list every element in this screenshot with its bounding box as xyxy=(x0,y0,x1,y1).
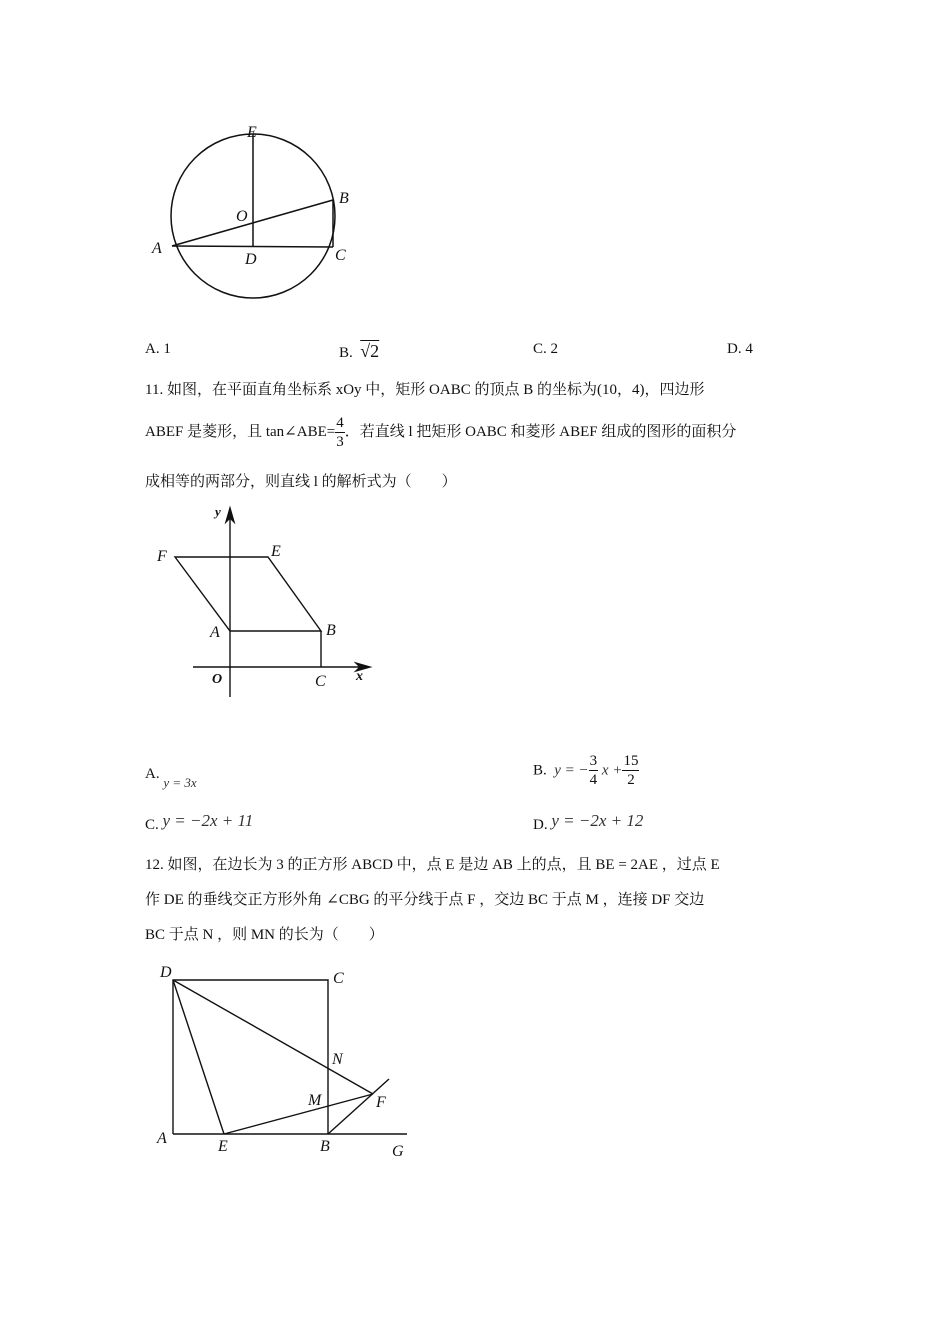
denominator: 3 xyxy=(336,434,344,450)
q12-line-2: 作 DE 的垂线交正方形外角 ∠CBG 的平分线于点 F ，交边 BC 于点 M ，连接 DF 交边 xyxy=(145,892,705,908)
fraction-15-2 xyxy=(622,752,639,789)
label-g: G xyxy=(392,1143,404,1160)
label-b: B xyxy=(326,622,336,639)
denominator: 2 xyxy=(627,772,635,788)
q11-line-2b: ．若直线 l 把矩形 OABC 和菱形 ABEF 组成的图形的面积分 xyxy=(344,423,737,440)
q12-line-1: 12. 如图，在边长为 3 的正方形 ABCD 中，点 E 是边 AB 上的点，且 BE = 2AE ，过点 E xyxy=(145,857,720,873)
q10-option-a[interactable] xyxy=(145,341,171,358)
option-prefix: y = − xyxy=(554,762,589,779)
square-abcd xyxy=(173,980,328,1134)
option-value: √2 xyxy=(360,341,380,361)
label-e: E xyxy=(218,1138,228,1155)
label-x: x xyxy=(356,669,363,684)
q11-line-3: 成相等的两部分，则直线 l 的解析式为（ ） xyxy=(145,474,457,490)
label-o: O xyxy=(236,208,248,225)
label-a: A xyxy=(152,240,162,257)
label-d: D xyxy=(245,251,257,268)
numerator: 15 xyxy=(623,753,639,769)
rhombus-abef xyxy=(175,557,321,631)
label-f: F xyxy=(157,548,167,565)
q11-line-2a: ABEF 是菱形，且 tan∠ABE= xyxy=(145,423,336,440)
option-letter: C. xyxy=(145,817,159,833)
q10-circle-figure xyxy=(171,134,335,298)
option-letter: D. xyxy=(727,341,742,357)
segment-ac xyxy=(172,246,333,247)
label-a: A xyxy=(157,1130,167,1147)
q10-option-c[interactable] xyxy=(533,341,558,358)
option-letter: B. xyxy=(339,345,353,361)
option-letter: C. xyxy=(533,341,547,357)
q11-line-1: 11. 如图，在平面直角坐标系 xOy 中，矩形 OABC 的顶点 B 的坐标为(10，4)，四边形 xyxy=(145,382,705,398)
q11-option-c[interactable] xyxy=(145,811,254,834)
label-a: A xyxy=(210,624,220,641)
q10-option-b[interactable] xyxy=(339,341,379,362)
label-c: C xyxy=(315,673,326,690)
option-letter: D. xyxy=(533,817,548,833)
q11-option-a[interactable] xyxy=(145,766,197,790)
option-value: y = 3x xyxy=(163,775,197,790)
label-c: C xyxy=(333,970,344,987)
numerator: 3 xyxy=(589,753,598,769)
q10-option-d[interactable] xyxy=(727,341,753,358)
option-mid: x + xyxy=(601,762,623,779)
q11-line-2 xyxy=(145,414,736,451)
option-value: y = −2x + 12 xyxy=(551,811,644,830)
q12-line-3: BC 于点 N ，则 MN 的长为（ ） xyxy=(145,927,384,943)
label-b: B xyxy=(339,190,349,207)
label-f: F xyxy=(376,1094,386,1111)
label-b: B xyxy=(320,1138,330,1155)
fraction-4-3 xyxy=(335,414,345,451)
label-c: C xyxy=(335,247,346,264)
segment-de xyxy=(173,980,224,1134)
q11-coordinate-figure xyxy=(175,508,370,697)
q11-option-b[interactable] xyxy=(533,752,639,789)
q12-square-figure xyxy=(173,980,407,1134)
option-value: 4 xyxy=(745,341,753,357)
label-d: D xyxy=(160,964,172,981)
option-value: 1 xyxy=(163,341,171,357)
label-e: E xyxy=(247,124,257,141)
option-value: y = −2x + 11 xyxy=(162,811,254,830)
option-value: 2 xyxy=(550,341,559,357)
fraction-3-4 xyxy=(589,752,599,789)
label-o: O xyxy=(212,672,223,687)
option-letter: B. xyxy=(533,762,547,779)
label-m: M xyxy=(308,1092,322,1109)
option-letter: A. xyxy=(145,341,160,357)
q11-option-d[interactable] xyxy=(533,811,644,834)
label-y: y xyxy=(215,504,221,519)
segment-df xyxy=(173,980,373,1094)
option-letter: A. xyxy=(145,766,160,782)
label-e: E xyxy=(271,543,281,560)
denominator: 4 xyxy=(589,772,598,788)
label-n: N xyxy=(332,1051,343,1068)
numerator: 4 xyxy=(336,415,344,431)
